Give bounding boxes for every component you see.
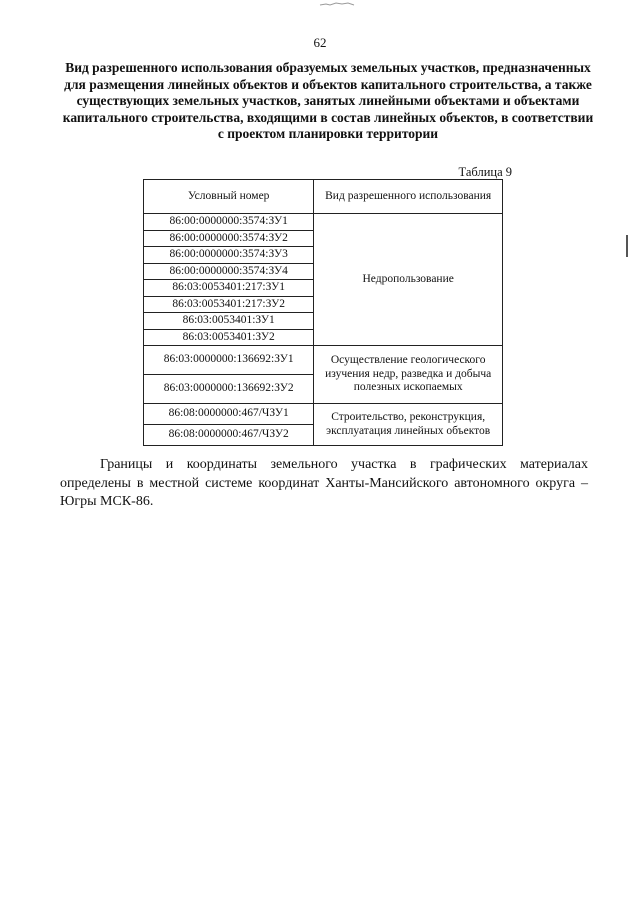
permitted-use-cell: Строительство, реконструкция, эксплуатация линейных объектов: [314, 404, 503, 446]
cadastral-number-cell: 86:00:0000000:3574:ЗУ2: [144, 230, 314, 247]
table-header-row: [144, 180, 503, 214]
cadastral-number-cell: 86:03:0053401:217:ЗУ1: [144, 280, 314, 297]
cadastral-number-cell: 86:03:0053401:ЗУ2: [144, 329, 314, 346]
cadastral-number-cell: 86:03:0053401:ЗУ1: [144, 313, 314, 330]
cadastral-number-cell: 86:08:0000000:467/ЧЗУ1: [144, 404, 314, 425]
table-row: [144, 404, 503, 425]
page-number: 62: [313, 35, 327, 50]
cadastral-number-cell: 86:03:0000000:136692:ЗУ1: [144, 346, 314, 375]
permitted-use-cell: Осуществление геологического изучения недр, разведка и добыча полезных ископаемых: [314, 346, 503, 404]
cadastral-number-cell: 86:00:0000000:3574:ЗУ1: [144, 214, 314, 231]
cadastral-number-cell: 86:00:0000000:3574:ЗУ4: [144, 263, 314, 280]
header-cell-use: Вид разрешенного использования: [314, 180, 503, 214]
header-cell-number: Условный номер: [144, 180, 314, 214]
cadastral-number-cell: 86:00:0000000:3574:ЗУ3: [144, 247, 314, 264]
scan-artifact-mark: [318, 1, 358, 7]
scan-edge-mark: [625, 235, 629, 257]
body-paragraph: Границы и координаты земельного участка в графических материалах определены в местной системе координат Ханты-Мансийского автономного округа – Югры МСК-86.: [60, 457, 588, 509]
table-caption: Таблица 9: [458, 165, 512, 179]
table-row: [144, 214, 503, 231]
cadastral-number-cell: 86:03:0000000:136692:ЗУ2: [144, 375, 314, 404]
table-row: [144, 346, 503, 375]
permitted-use-cell: Недропользование: [314, 214, 503, 346]
land-use-table: [143, 179, 503, 446]
cadastral-number-cell: 86:03:0053401:217:ЗУ2: [144, 296, 314, 313]
page-title: Вид разрешенного использования образуемых земельных участков, предназначенных для размещения линейных объектов и объектов капитального строительства, а также существующих земельных участков, занятых линейными объектами и объектами капитального строительства, входящими в состав линейных объектов, в соответствии с проектом планировки территории: [62, 60, 594, 142]
cadastral-number-cell: 86:08:0000000:467/ЧЗУ2: [144, 425, 314, 446]
